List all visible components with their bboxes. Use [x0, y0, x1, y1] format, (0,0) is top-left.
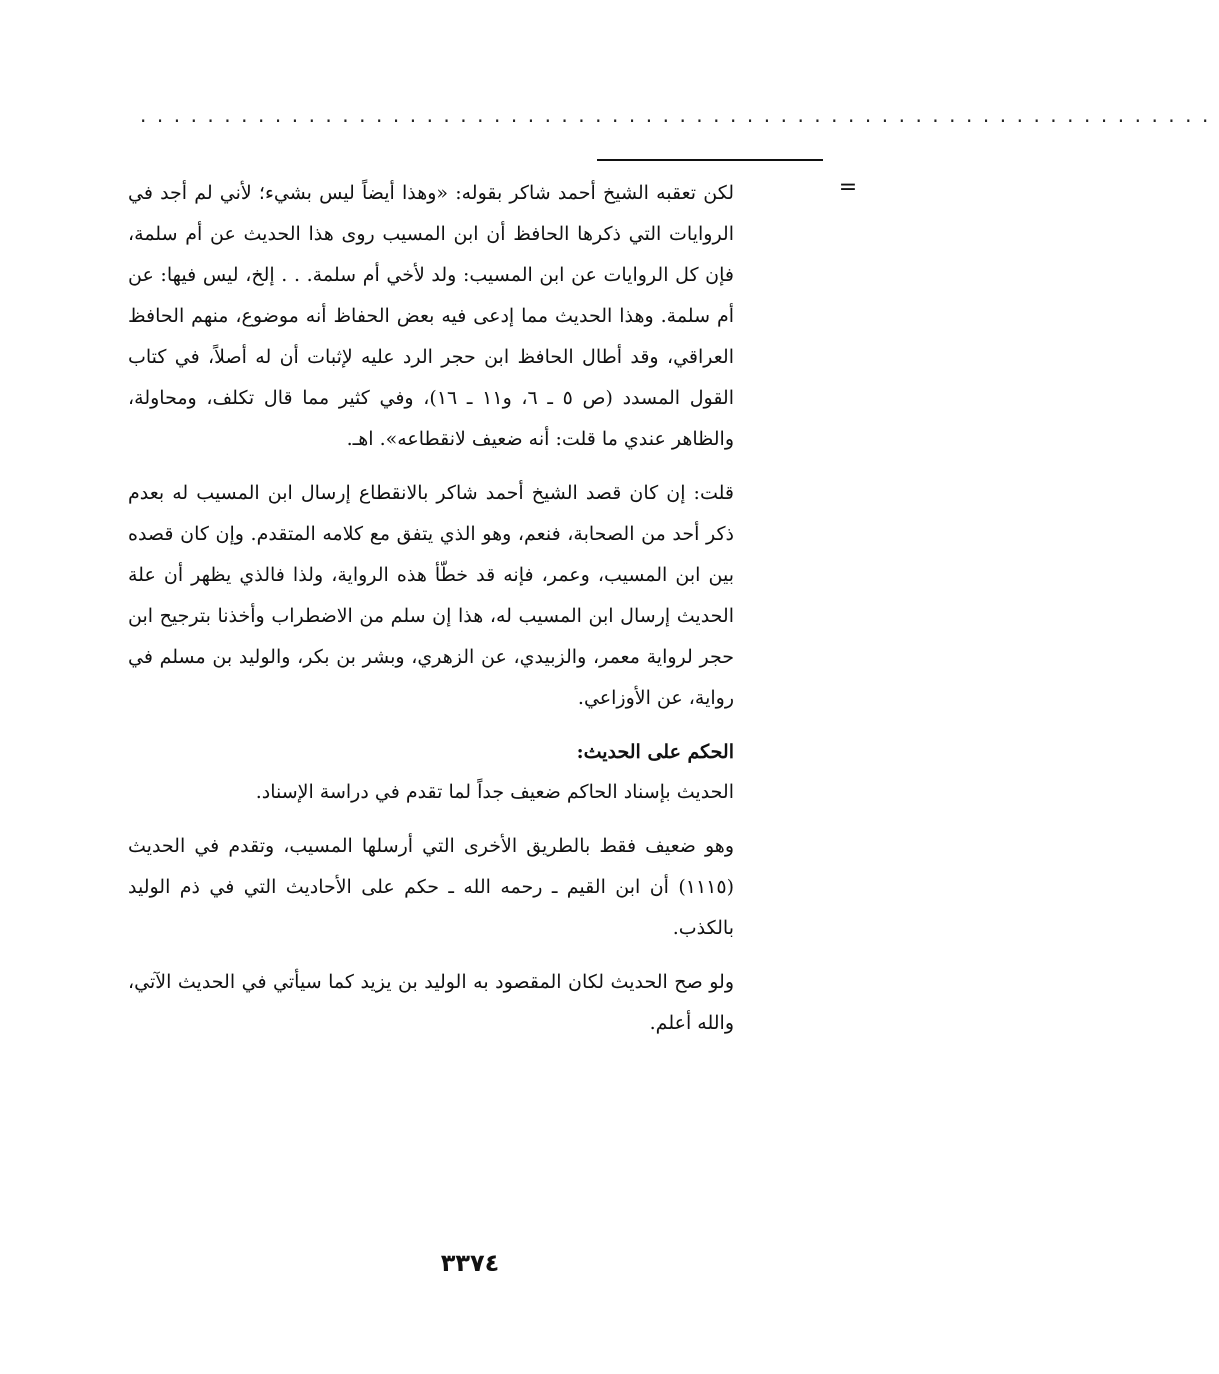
ruling-paragraph: الحديث بإسناد الحاكم ضعيف جداً لما تقدم في دراسة الإسناد.	[255, 781, 734, 803]
commentary-paragraph: لكن تعقبه الشيخ أحمد شاكر بقوله: «وهذا أيضاً ليس بشيء؛ لأني لم أجد في الروايات التي ذكرها الحافظ أن ابن المسيب روى هذا الحديث عن أم سلمة، فإن كل الروايات عن ابن المسيب: ولد لأخي أم سلمة. . . إلخ، ليس فيها: عن أم سلمة. وهذا الحديث مما إدعى فيه بعض الحفاظ أنه موضوع، منهم الحافظ العراقي، وقد أطال الحافظ ابن حجر الرد عليه لإثبات أن له أصلاً، في كتاب القول المسدد (ص ٥ ـ ٦، و١١ ـ ١٦)، وفي كثير مما قال تكلف، ومحاولة، والظاهر عندي ما قلت: أنه ضعيف لانقطاعه». اهـ.	[128, 182, 734, 450]
dotted-separator: ................................................................	[140, 103, 1219, 127]
author-note-paragraph: قلت: إن كان قصد الشيخ أحمد شاكر بالانقطاع إرسال ابن المسيب له بعدم ذكر أحد من الصحابة، فنعم، وهو الذي يتفق مع كلامه المتقدم. وإن كان قصده بين ابن المسيب، وعمر، فإنه قد خطّأ هذه الرواية، ولذا فالذي يظهر أن علة الحديث إرسال ابن المسيب له، هذا إن سلم من الاضطراب وأخذنا بترجيح ابن حجر لرواية معمر، والزبيدي، عن الزهري، وبشر بن بكر، والوليد بن مسلم في رواية، عن الأوزاعي.	[128, 482, 734, 709]
ruling-paragraph: وهو ضعيف فقط بالطريق الأخرى التي أرسلها المسيب، وتقدم في الحديث (١١١٥) أن ابن القيم ـ رحمه الله ـ حكم على الأحاديث التي في ذم الوليد بالكذب.	[128, 835, 734, 939]
page-body	[128, 173, 734, 1057]
page-number: ٣٣٧٤	[440, 1249, 500, 1277]
ruling-heading: الحكم على الحديث:	[576, 741, 734, 763]
continuation-marker: =	[838, 175, 858, 200]
ruling-paragraph: ولو صح الحديث لكان المقصود به الوليد بن يزيد كما سيأتي في الحديث الآتي، والله أعلم.	[128, 971, 734, 1034]
footnote-rule	[597, 159, 823, 161]
